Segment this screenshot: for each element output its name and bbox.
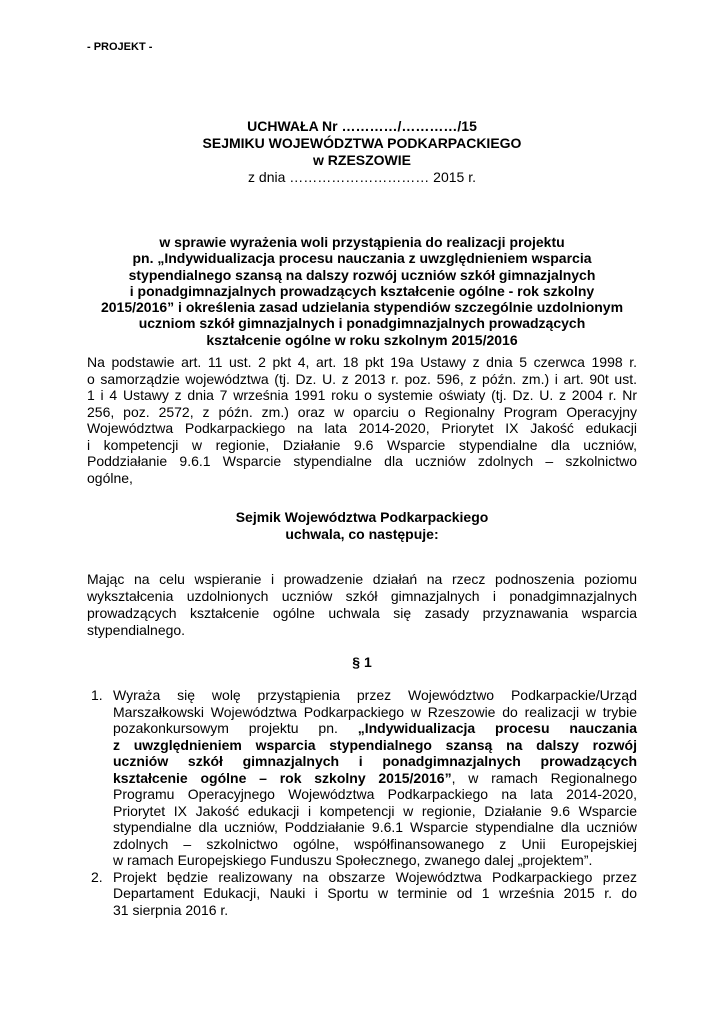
intro-line: Mając na celu wspieranie i prowadzenie działań na rzecz podnoszenia poziomu bbox=[87, 571, 637, 587]
project-name-bold: „Indywidualizacja procesu nauczania bbox=[357, 720, 638, 736]
subject-line: stypendialnego szansą na dalszy rozwój uczniów szkół gimnazjalnych bbox=[128, 266, 596, 283]
intro-paragraph bbox=[87, 571, 637, 639]
list-item-number: 1. bbox=[91, 687, 103, 703]
issuing-city: w RZESZOWIE bbox=[313, 152, 411, 168]
enacting-formula bbox=[87, 509, 637, 543]
subject-line: w sprawie wyrażenia woli przystąpienia do realizacji projektu bbox=[159, 234, 565, 250]
item-line: Priorytet IX Jakość edukacji i kompetencji w regionie, Działanie 9.6 Wsparcie bbox=[113, 802, 637, 819]
intro-line: stypendialnego. bbox=[87, 622, 186, 638]
item-line: 31 sierpnia 2016 r. bbox=[113, 901, 229, 918]
resolution-subject bbox=[87, 234, 637, 348]
subject-line: pn. „Indywidualizacja procesu nauczania z uwzględnieniem wsparcia bbox=[132, 250, 592, 267]
subject-line: i ponadgimnazjalnych prowadzących kształcenie ogólne - rok szkolny bbox=[129, 282, 595, 299]
resolution-header bbox=[87, 118, 637, 186]
basis-line: Na podstawie art. 11 ust. 2 pkt 4, art. 18 pkt 19a Ustawy z dnia 5 czerwca 1998 r. bbox=[87, 354, 637, 370]
item-line: z uwzględnieniem wsparcia stypendialnego szansą na dalszy rozwój bbox=[113, 736, 637, 753]
item-line: Marszałkowski Województwa Podkarpackiego w Rzeszowie do realizacji w trybie bbox=[113, 703, 637, 720]
resolution-date: z dnia ………………………… 2015 r. bbox=[248, 169, 476, 185]
projekt-label: - PROJEKT - bbox=[87, 41, 153, 53]
list-item-number: 2. bbox=[91, 868, 103, 885]
basis-line: 1 i 4 Ustawy z dnia 7 września 1991 roku o systemie oświaty (tj. Dz. U. z 2004 r. Nr bbox=[87, 387, 637, 403]
item-line: Programu Operacyjnego Województwa Podkarpackiego na lata 2014-2020, bbox=[113, 786, 637, 802]
item-line: w ramach Europejskiego Funduszu Społecznego, zwanego dalej „projektem”. bbox=[113, 852, 593, 868]
basis-line: Poddziałanie 9.6.1 Wsparcie stypendialne dla uczniów zdolnych – szkolnictwo bbox=[87, 453, 637, 469]
basis-line: Województwa Podkarpackiego na lata 2014-2020, Priorytet IX Jakość edukacji bbox=[87, 420, 637, 436]
list-item bbox=[87, 869, 637, 919]
enacting-clause: uchwala, co następuje: bbox=[285, 526, 439, 542]
item-line: uczniów szkół gimnazjalnych i ponadgimnazjalnych prowadzących bbox=[113, 753, 637, 769]
numbered-list bbox=[87, 687, 637, 918]
list-item bbox=[87, 687, 637, 869]
basis-line: 256, poz. 2572, z późn. zm.) oraz w oparciu o Regionalny Program Operacyjny bbox=[87, 403, 637, 420]
resolution-number: UCHWAŁA Nr …………/…………/15 bbox=[247, 118, 477, 134]
section-sign: § 1 bbox=[352, 654, 372, 670]
item-text: pozakonkursowym projektu pn. bbox=[113, 720, 358, 736]
subject-line: uczniom szkół gimnazjalnych i ponadgimnazjalnych prowadzących bbox=[138, 315, 586, 332]
project-name-bold: kształcenie ogólne – rok szkolny 2015/2016” bbox=[113, 769, 452, 786]
item-line: Wyraża się wolę przystąpienia przez Województwo Podkarpackie/Urząd bbox=[113, 687, 637, 703]
item-line: zdolnych – szkolnictwo ogólne, współfinansowanego z Unii Europejskiej bbox=[113, 835, 637, 852]
enacting-body: Sejmik Województwa Podkarpackiego bbox=[235, 509, 489, 525]
basis-line: ogólne, bbox=[87, 469, 133, 486]
basis-line: i kompetencji w regionie, Działanie 9.6 Wsparcie stypendialne dla uczniów, bbox=[87, 436, 637, 453]
item-line bbox=[113, 720, 637, 737]
issuing-body: SEJMIKU WOJEWÓDZTWA PODKARPACKIEGO bbox=[202, 135, 522, 151]
basis-line: o samorządzie województwa (tj. Dz. U. z 2013 r. poz. 596, z późn. zm.) i art. 90t ust. bbox=[87, 370, 637, 387]
subject-line: 2015/2016” i określenia zasad udzielania stypendiów szczególnie uzdolnionym bbox=[100, 299, 624, 316]
subject-line: kształcenie ogólne w roku szkolnym 2015/2016 bbox=[206, 331, 518, 348]
item-line: stypendialne dla uczniów, Poddziałanie 9.6.1 Wsparcie stypendialne dla uczniów bbox=[113, 819, 637, 835]
intro-line: wykształcenia uzdolnionych uczniów szkół gimnazjalnych i ponadgimnazjalnych bbox=[87, 588, 637, 604]
item-line bbox=[113, 770, 637, 787]
item-line: Projekt będzie realizowany na obszarze Województwa Podkarpackiego przez bbox=[113, 868, 637, 885]
intro-line: prowadzących kształcenie ogólne uchwala się zasady przyznawania wsparcia bbox=[87, 605, 637, 621]
legal-basis-paragraph bbox=[87, 354, 637, 486]
item-text: , w ramach Regionalnego bbox=[451, 769, 637, 786]
item-line: Departament Edukacji, Nauki i Sportu w terminie od 1 września 2015 r. do bbox=[113, 885, 637, 901]
